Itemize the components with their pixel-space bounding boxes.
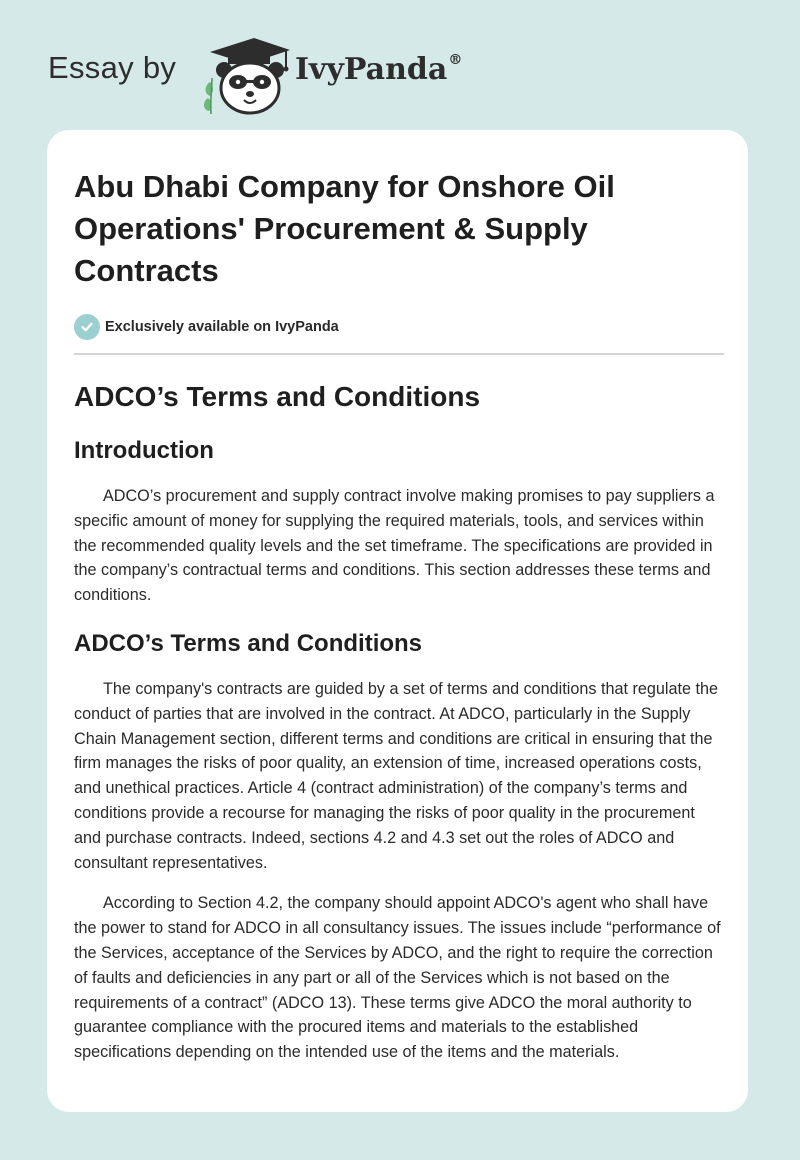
essay-by-label: Essay by	[48, 50, 177, 85]
exclusive-label: Exclusively available on IvyPanda	[105, 319, 339, 335]
registered-mark: ®	[448, 52, 463, 68]
terms-heading: ADCO’s Terms and Conditions	[74, 629, 423, 657]
site-header	[48, 28, 548, 118]
intro-paragraph: ADCO’s procurement and supply contract involve making promises to pay suppliers a specific amount of money for supplying the required materials, tools, and services within the recommended quality levels and the set timeframe. The specifications are provided in the company’s contractual terms and conditions. This section addresses these terms and conditions.	[74, 487, 715, 605]
ivypanda-brand[interactable]	[295, 52, 462, 87]
divider	[74, 353, 724, 355]
ivypanda-logo-icon[interactable]	[200, 32, 292, 116]
brand-name: IvyPanda	[295, 52, 448, 87]
introduction-heading: Introduction	[74, 437, 214, 464]
essay-card	[47, 130, 748, 1112]
check-circle-icon	[74, 314, 100, 340]
terms-paragraph-1: The company's contracts are guided by a set of terms and conditions that regulate the conduct of parties that are involved in the contract. At ADCO, particularly in the Supply Chain Management section, different terms and conditions are critical in ensuring that the firm manages the risks of poor quality, an extension of time, increased operations costs, and unethical practices. Article 4 (contract administration) of the company’s terms and conditions provide a recourse for managing the risks of poor quality in the procurement and purchase contracts. Indeed, sections 4.2 and 4.3 set out the roles of ADCO and consultant representatives.	[74, 679, 718, 872]
page-title: Abu Dhabi Company for Onshore Oil Operations' Procurement & Supply Contracts	[74, 169, 615, 288]
terms-paragraph-2: According to Section 4.2, the company should appoint ADCO's agent who shall have the power to stand for ADCO in all consultancy issues. The issues include “performance of the Services, acceptance of the Services by ADCO, and the right to require the correction of faults and deficiencies in any part or all of the Services which is not based on the requirements of a contract” (ADCO 13). These terms give ADCO the moral authority to guarantee compliance with the procured items and materials to the established specifications depending on the intended use of the items and the materials.	[74, 894, 721, 1062]
section-heading: ADCO’s Terms and Conditions	[74, 381, 481, 412]
essay-content	[74, 166, 724, 1065]
exclusive-badge	[74, 314, 724, 340]
